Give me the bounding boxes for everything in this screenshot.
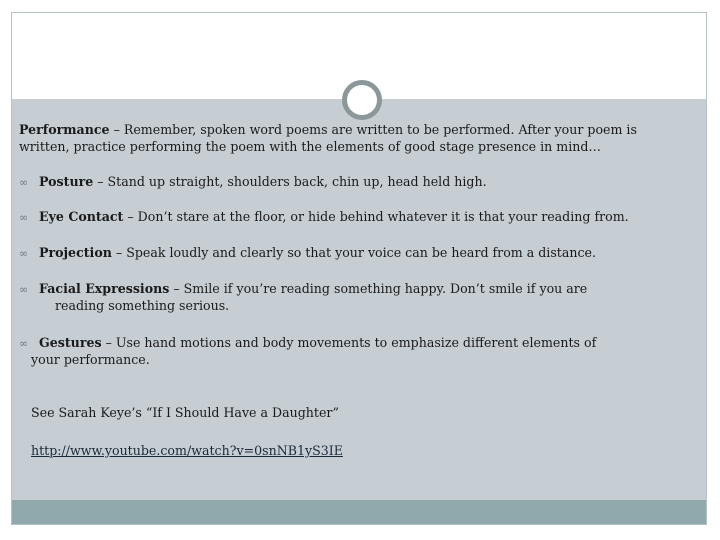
bullet-term: Facial Expressions [39, 281, 170, 296]
bullet-term: Posture [39, 174, 94, 189]
swirl-bullet-icon: ∞ [19, 247, 29, 260]
bullet-text: – Use hand motions and body movements to emphasize different elements of [101, 335, 597, 350]
bullet-facial-expressions-cont: reading something serious. [55, 298, 230, 313]
bullet-term: Eye Contact [39, 209, 124, 224]
intro-line-1 [19, 121, 637, 138]
circle-ornament-icon [342, 80, 382, 120]
bullet-term: Gestures [39, 335, 102, 350]
see-also-text: See Sarah Keye’s “If I Should Have a Daughter” [31, 405, 339, 420]
bullet-text: – Don’t stare at the floor, or hide behind whatever it is that your reading from. [123, 209, 629, 224]
bullet-projection [19, 244, 596, 262]
bullet-posture [19, 173, 487, 191]
swirl-bullet-icon: ∞ [19, 211, 29, 224]
swirl-bullet-icon: ∞ [19, 337, 29, 350]
bullet-text: – Stand up straight, shoulders back, chin up, head held high. [93, 174, 487, 189]
swirl-bullet-icon: ∞ [19, 283, 29, 296]
bullet-gestures [19, 334, 596, 352]
intro-heading: Performance [19, 122, 110, 137]
bullet-gestures-cont: your performance. [31, 352, 150, 367]
bullet-text: – Speak loudly and clearly so that your voice can be heard from a distance. [111, 245, 596, 260]
swirl-bullet-icon: ∞ [19, 176, 29, 189]
intro-text-1: – Remember, spoken word poems are written to be performed. After your poem is [109, 122, 637, 137]
bullet-text: – Smile if you’re reading something happy. Don’t smile if you are [169, 281, 588, 296]
youtube-link[interactable]: http://www.youtube.com/watch?v=0snNB1yS3IE [31, 443, 343, 458]
footer-band [12, 500, 706, 524]
bullet-term: Projection [39, 245, 112, 260]
bullet-facial-expressions [19, 280, 587, 298]
bullet-eye-contact [19, 208, 629, 226]
intro-text-2: written, practice performing the poem with the elements of good stage presence in mind… [19, 139, 601, 154]
